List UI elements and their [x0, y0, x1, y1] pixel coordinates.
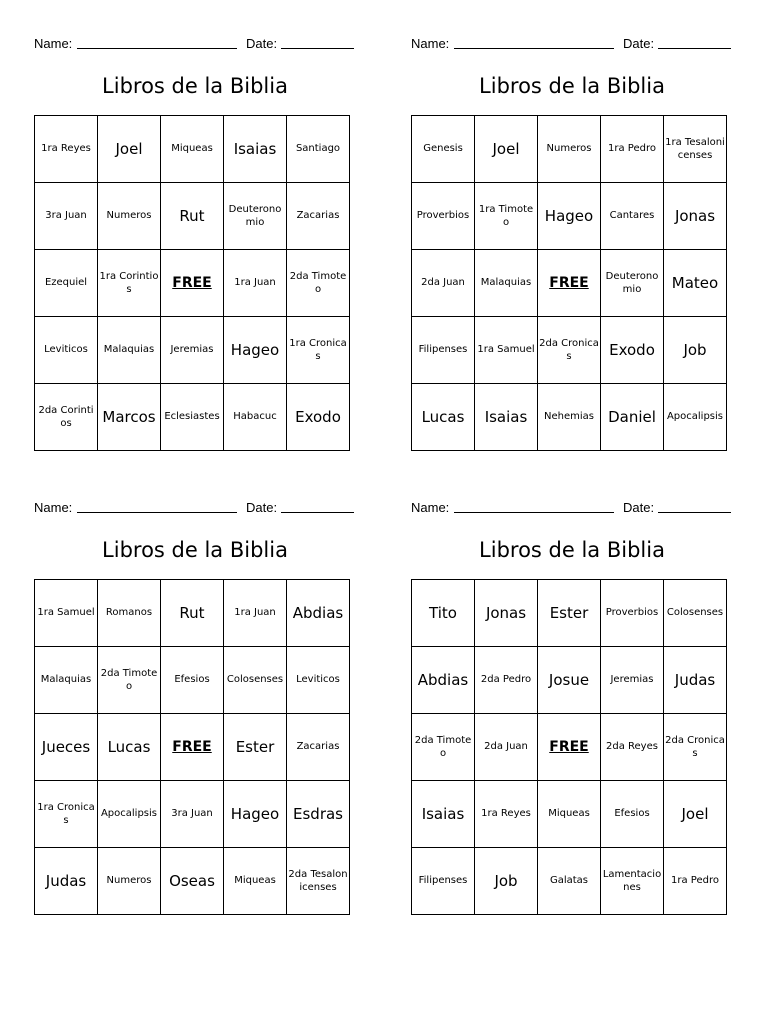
grid-cell: Deuteronomio	[224, 183, 287, 250]
name-label: Name:	[411, 36, 450, 51]
grid-cell: Colosenses	[224, 647, 287, 714]
grid-cell: Joel	[664, 781, 727, 848]
grid-row	[412, 250, 727, 317]
grid-cell: 2da Timoteo	[98, 647, 161, 714]
grid-row	[412, 781, 727, 848]
card-title: Libros de la Biblia	[479, 74, 665, 98]
free-space: FREE	[161, 714, 224, 781]
name-line	[77, 512, 237, 513]
grid-cell: Deuteronomio	[601, 250, 664, 317]
grid-cell: Cantares	[601, 183, 664, 250]
name-line	[454, 48, 614, 49]
name-label: Name:	[411, 500, 450, 515]
grid-row	[35, 781, 350, 848]
grid-row	[412, 580, 727, 647]
grid-cell: Malaquias	[98, 317, 161, 384]
date-line	[281, 48, 354, 49]
grid-cell: Job	[664, 317, 727, 384]
grid-cell: Leviticos	[35, 317, 98, 384]
grid-cell: Daniel	[601, 384, 664, 451]
card-title: Libros de la Biblia	[102, 538, 288, 562]
grid-cell: 1ra Corintios	[98, 250, 161, 317]
grid-row	[35, 250, 350, 317]
grid-cell: Apocalipsis	[98, 781, 161, 848]
bingo-card-4	[411, 498, 733, 893]
grid-cell: Oseas	[161, 848, 224, 915]
grid-row	[35, 183, 350, 250]
grid-cell: 1ra Tesalonicenses	[664, 116, 727, 183]
grid-row	[412, 183, 727, 250]
grid-row	[412, 116, 727, 183]
grid-cell: Efesios	[601, 781, 664, 848]
grid-cell: Colosenses	[664, 580, 727, 647]
grid-cell: 2da Cronicas	[664, 714, 727, 781]
grid-cell: Exodo	[601, 317, 664, 384]
grid-cell: 1ra Pedro	[664, 848, 727, 915]
grid-cell: 1ra Juan	[224, 250, 287, 317]
grid-cell: Malaquias	[35, 647, 98, 714]
grid-cell: Josue	[538, 647, 601, 714]
grid-cell: 1ra Reyes	[475, 781, 538, 848]
card-header	[34, 498, 356, 518]
grid-cell: Isaias	[412, 781, 475, 848]
grid-cell: Santiago	[287, 116, 350, 183]
grid-cell: Efesios	[161, 647, 224, 714]
grid-cell: Ester	[224, 714, 287, 781]
date-label: Date:	[623, 500, 655, 515]
grid-cell: Tito	[412, 580, 475, 647]
grid-cell: Jeremias	[161, 317, 224, 384]
grid-cell: Filipenses	[412, 848, 475, 915]
name-label: Name:	[34, 500, 73, 515]
grid-cell: Zacarias	[287, 714, 350, 781]
free-space: FREE	[538, 714, 601, 781]
grid-cell: Galatas	[538, 848, 601, 915]
grid-cell: Isaias	[475, 384, 538, 451]
grid-cell: 2da Juan	[412, 250, 475, 317]
grid-row	[412, 848, 727, 915]
card-header	[411, 498, 733, 518]
grid-cell: Judas	[35, 848, 98, 915]
grid-cell: Miqueas	[538, 781, 601, 848]
grid-cell: Proverbios	[601, 580, 664, 647]
grid-cell: Apocalipsis	[664, 384, 727, 451]
grid-row	[35, 384, 350, 451]
date-label: Date:	[246, 500, 278, 515]
date-line	[658, 48, 731, 49]
grid-row	[35, 116, 350, 183]
grid-cell: Malaquias	[475, 250, 538, 317]
grid-cell: Abdias	[287, 580, 350, 647]
grid-cell: Rut	[161, 580, 224, 647]
grid-cell: Job	[475, 848, 538, 915]
grid-cell: 2da Corintios	[35, 384, 98, 451]
date-line	[658, 512, 731, 513]
grid-row	[35, 317, 350, 384]
free-space: FREE	[161, 250, 224, 317]
grid-cell: 1ra Pedro	[601, 116, 664, 183]
grid-cell: Zacarias	[287, 183, 350, 250]
grid-cell: 2da Pedro	[475, 647, 538, 714]
grid-cell: Jueces	[35, 714, 98, 781]
bingo-grid	[411, 115, 727, 451]
date-label: Date:	[246, 36, 278, 51]
card-title: Libros de la Biblia	[102, 74, 288, 98]
grid-cell: Hageo	[538, 183, 601, 250]
date-label: Date:	[623, 36, 655, 51]
grid-cell: Eclesiastes	[161, 384, 224, 451]
free-space: FREE	[538, 250, 601, 317]
grid-cell: Numeros	[98, 183, 161, 250]
grid-row	[35, 580, 350, 647]
name-line	[454, 512, 614, 513]
grid-row	[35, 848, 350, 915]
grid-cell: 1ra Cronicas	[35, 781, 98, 848]
grid-cell: 2da Timoteo	[412, 714, 475, 781]
grid-cell: Rut	[161, 183, 224, 250]
grid-cell: Lucas	[98, 714, 161, 781]
grid-cell: Exodo	[287, 384, 350, 451]
grid-cell: Lucas	[412, 384, 475, 451]
grid-cell: Jonas	[475, 580, 538, 647]
grid-row	[35, 647, 350, 714]
grid-cell: Leviticos	[287, 647, 350, 714]
grid-cell: 2da Timoteo	[287, 250, 350, 317]
grid-cell: Numeros	[538, 116, 601, 183]
grid-cell: 2da Juan	[475, 714, 538, 781]
grid-cell: Miqueas	[161, 116, 224, 183]
grid-cell: 1ra Cronicas	[287, 317, 350, 384]
grid-cell: Esdras	[287, 781, 350, 848]
grid-cell: Numeros	[98, 848, 161, 915]
grid-cell: 2da Reyes	[601, 714, 664, 781]
grid-cell: Joel	[475, 116, 538, 183]
grid-cell: Jonas	[664, 183, 727, 250]
grid-cell: Isaias	[224, 116, 287, 183]
grid-cell: Marcos	[98, 384, 161, 451]
grid-cell: Hageo	[224, 317, 287, 384]
grid-cell: Abdias	[412, 647, 475, 714]
name-line	[77, 48, 237, 49]
grid-cell: Genesis	[412, 116, 475, 183]
grid-cell: Hageo	[224, 781, 287, 848]
grid-cell: 3ra Juan	[161, 781, 224, 848]
bingo-card-3	[34, 498, 356, 893]
grid-row	[412, 647, 727, 714]
bingo-grid	[411, 579, 727, 915]
grid-cell: Nehemias	[538, 384, 601, 451]
grid-row	[412, 384, 727, 451]
card-header	[411, 34, 733, 54]
grid-cell: Judas	[664, 647, 727, 714]
date-line	[281, 512, 354, 513]
grid-cell: 2da Cronicas	[538, 317, 601, 384]
grid-cell: Ester	[538, 580, 601, 647]
grid-cell: Miqueas	[224, 848, 287, 915]
grid-row	[35, 714, 350, 781]
bingo-grid	[34, 579, 350, 915]
grid-cell: Mateo	[664, 250, 727, 317]
grid-cell: Proverbios	[412, 183, 475, 250]
grid-cell: 1ra Timoteo	[475, 183, 538, 250]
bingo-card-1	[34, 34, 356, 429]
grid-cell: Ezequiel	[35, 250, 98, 317]
grid-cell: 3ra Juan	[35, 183, 98, 250]
grid-cell: 1ra Reyes	[35, 116, 98, 183]
grid-cell: Romanos	[98, 580, 161, 647]
grid-cell: 1ra Samuel	[35, 580, 98, 647]
name-label: Name:	[34, 36, 73, 51]
grid-row	[412, 714, 727, 781]
card-header	[34, 34, 356, 54]
grid-cell: Lamentaciones	[601, 848, 664, 915]
grid-cell: Filipenses	[412, 317, 475, 384]
grid-cell: 1ra Samuel	[475, 317, 538, 384]
grid-cell: 1ra Juan	[224, 580, 287, 647]
grid-cell: Joel	[98, 116, 161, 183]
grid-cell: Jeremias	[601, 647, 664, 714]
grid-cell: 2da Tesalonicenses	[287, 848, 350, 915]
grid-cell: Habacuc	[224, 384, 287, 451]
bingo-card-2	[411, 34, 733, 426]
bingo-grid	[34, 115, 350, 451]
card-title: Libros de la Biblia	[479, 538, 665, 562]
grid-row	[412, 317, 727, 384]
